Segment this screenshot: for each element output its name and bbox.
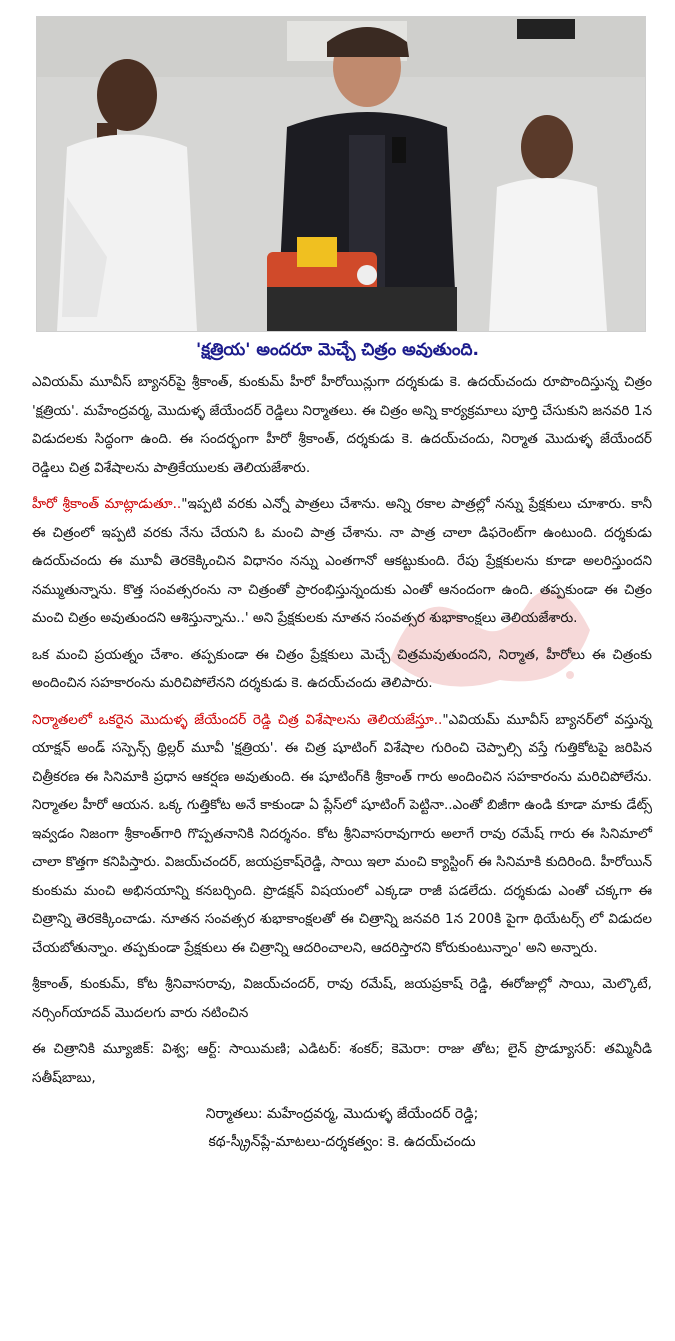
producer-quote-text: "ఎవియమ్ మూవీస్ బ్యానర్‌లో వస్తున్న యాక్షన్ అండ్ సస్పెన్స్ థ్రిల్లర్ మూవీ 'క్షత్రియ'. ఈ చిత్ర షూటింగ్ విశేషాల గురించి చెప్పాల్సి వస్తే గుత్తికోటపై జరిపిన చిత్రీకరణ ఈ సినిమాకి ప్రధాన ఆకర్షణ అవుతుంది. ఈ షూటింగ్‌కి శ్రీకాంత్ గారు అందించిన సహకారంను మరిచిపోలేను. నిర్మాతల హీరో ఆయన. ఒక్క గుత్తికోట అనే కాకుండా ఏ ప్లేస్‌లో షూటింగ్ పెట్టినా..ఎంతో బిజీగా ఉండి కూడా మాకు డేట్స్ ఇవ్వడం నిజంగా శ్రీకాంత్‌గారి గొప్పతనానికి నిదర్శనం. కోట శ్రీనివాసరావుగారు అలాగే రావు రమేష్ గారు ఈ సినిమాలో చాలా కొత్తగా కనిపిస్తారు. విజయ్‌చందర్, జయప్రకాష్‌రెడ్డి, సాయి ఇలా మంచి క్యాస్టింగ్ ఈ సినిమాకి కుదిరింది. హీరోయిన్ కుంకుమ మంచి అభినయాన్ని కనబర్చింది. ప్రొడక్షన్ విషయంలో ఎక్కడా రాజీ పడలేదు. దర్శకుడు ఎంతో చక్కగా ఈ చిత్రాన్ని తెరకెక్కించాడు. నూతన సంవత్సర శుభాకాంక్షలతో ఈ చిత్రాన్ని జనవరి 1న 200కి పైగా థియేటర్స్ లో విడుదల చేయబోతున్నాం. తప్పకుండా ప్రేక్షకులు ఈ చిత్రాన్ని ఆదరించాలని, ఆదరిస్తారని కోరుకుంటున్నాం' అని అన్నారు.	[32, 711, 652, 956]
crew-paragraph: ఈ చిత్రానికి మ్యూజిక్: విశ్వ; ఆర్ట్: సాయిమణి; ఎడిటర్: శంకర్; కెమెరా: రాజు తోట; లైన్ ప్రొడ్యూసర్: తమ్మినీడి సతీష్‌బాబు,	[32, 1041, 652, 1086]
cast-paragraph: శ్రీకాంత్, కుంకుమ్, కోట శ్రీనివాసరావు, విజయ్‌చందర్, రావు రమేష్, జయప్రకాష్ రెడ్డి, ఈరోజుల్లో సాయి, మెల్కొటే, నర్సింగ్‌యాదవ్ మొదలగు వారు నటించిన	[32, 976, 652, 1021]
article-headline: 'క్షత్రియ' అందరూ మెచ్చే చిత్రం అవుతుంది.	[196, 340, 479, 360]
producer-quote-paragraph	[32, 706, 652, 963]
hero-quote-lead: హీరో శ్రీకాంత్ మాట్లాడుతూ..	[32, 496, 182, 512]
director-paragraph: ఒక మంచి ప్రయత్నం చేశాం. తప్పకుండా ఈ చిత్రం ప్రేక్షకులు మెచ్చే చిత్రమవుతుందని, నిర్మాత, హీరోలు ఈ చిత్రంకు అందించిన సహకారంను మరిచిపోలేనని దర్శకుడు కె. ఉదయ్‌చందు తెలిపారు.	[32, 646, 652, 691]
director-credit: కథ-స్క్రీన్‌ప్లే-మాటలు-దర్శకత్వం: కె. ఉదయ్‌చందు	[208, 1134, 476, 1150]
producers-credit: నిర్మాతలు: మహేంద్రవర్మ, మొదుళ్ళ జేయేందర్ రెడ్డి;	[205, 1106, 479, 1122]
press-meet-photo	[36, 16, 646, 332]
hero-quote-text: "ఇప్పటి వరకు ఎన్నో పాత్రలు చేశాను. అన్ని రకాల పాత్రల్లో నన్ను ప్రేక్షకులు చూశారు. కానీ ఈ చిత్రంలో ఇప్పటి వరకు నేను చేయని ఓ మంచి పాత్ర చేశాను. నా పాత్ర చాలా డిఫరెంట్‌గా ఉంటుంది. దర్శకుడు ఉదయ్‌చందు ఈ మూవీ తెరకెక్కించిన విధానం నన్ను ఎంతగానో ఆకట్టుకుంది. రేపు ప్రేక్షకులను కూడా అలరిస్తుందని నమ్ముతున్నాను. కొత్త సంవత్సరంను నా చిత్రంతో ప్రారంభిస్తున్నందుకు ఎంతో ఆనందంగా ఉంది. తప్పకుండా ఈ చిత్రం మంచి చిత్రం అవుతుందని ఆశిస్తున్నాను..' అని ప్రేక్షకులకు నూతన సంవత్సర శుభాకాంక్షలు తెలియజేశారు.	[32, 496, 652, 626]
hero-quote-paragraph	[32, 490, 652, 633]
intro-paragraph: ఎవియమ్ మూవీస్ బ్యానర్‌పై శ్రీకాంత్, కుంకుమ్ హీరో హీరోయిన్లుగా దర్శకుడు కె. ఉదయ్‌చందు రూపొందిస్తున్న చిత్రం 'క్షత్రియ'. మహేంద్రవర్మ, మొదుళ్ళ జేయేందర్ రెడ్డిలు నిర్మాతలు. ఈ చిత్రం అన్ని కార్యక్రమాలు పూర్తి చేసుకుని జనవరి 1న విడుదలకు సిద్ధంగా ఉంది. ఈ సందర్భంగా హీరో శ్రీకాంత్, దర్శకుడు కె. ఉదయ్‌చందు, నిర్మాత మొదుళ్ళ జేయేందర్ రెడ్డిలు చిత్ర విశేషాలను పాత్రికేయులకు తెలియజేశారు.	[32, 374, 652, 476]
article-body	[32, 368, 652, 1156]
producer-quote-lead: నిర్మాతలలో ఒకరైన మొదుళ్ళ జేయేందర్ రెడ్డి చిత్ర విశేషాలను తెలియజేస్తూ..	[32, 711, 443, 728]
